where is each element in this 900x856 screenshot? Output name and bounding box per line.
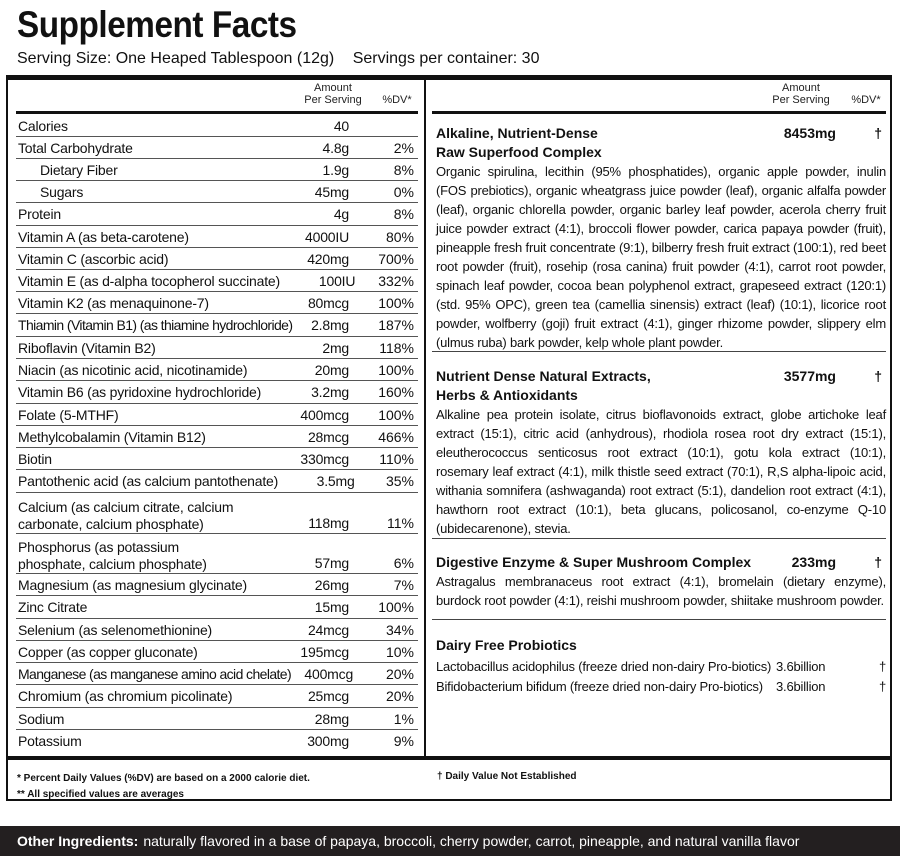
nutrient-row: Vitamin A (as beta-carotene) 4000IU 80% (16, 226, 418, 248)
nutrient-row: Calcium (as calcium citrate, calcium carbonate, calcium phosphate) 118mg 11% (16, 493, 418, 534)
other-ingredients-label: Other Ingredients: (17, 833, 139, 849)
blend-subtitle: Herbs & Antioxidants (436, 387, 578, 403)
blend-dv: † (874, 125, 882, 141)
footnote-divider (8, 756, 890, 760)
nutrient-row: Thiamin (Vitamin B1) (as thiamine hydrochloride) 2.8mg 187% (16, 314, 418, 337)
average-footnote: ** All specified values are averages (17, 789, 184, 800)
nutrient-row: Magnesium (as magnesium glycinate) 26mg 7% (16, 574, 418, 596)
blend-name: Nutrient Dense Natural Extracts, (436, 368, 651, 384)
other-ingredients-text: naturally flavored in a base of papaya, broccoli, cherry powder, carrot, pineapple, and natural vanilla flavor (143, 833, 800, 849)
servings-per-container: Servings per container: 30 (352, 50, 540, 67)
blend-amount: 3577mg (783, 368, 836, 384)
nutrient-row: Sodium 28mg 1% (16, 708, 418, 730)
nutrient-row: Protein 4g 8% (16, 203, 418, 226)
nutrient-row: Biotin 330mcg 110% (16, 448, 418, 470)
nutrient-row: Folate (5-MTHF) 400mcg 100% (16, 404, 418, 426)
blend-ingredients: Organic spirulina, lecithin (95% phosphatides), organic apple powder, inulin (FOS prebiotics), organic wheatgrass juice powder (leaf), organic alfalfa powder (leaf), organic chlorella powder, organic barley leaf powder, acerola cherry fruit juice powder extract (4:1), broccoli flower powder, carica papaya powder (fruit), pineapple fresh fruit concentrate (9:1), bilberry fresh fruit extract (100:1), red beet root powder (fruit), rosehip (rosa canina) fruit powder (4:1), carrot root powder, spinach leaf powder, cocoa bean polyphenol extract, grapeseed extract (120:1) (std. 95% OPC), green tea (camellia sinensis) extract (leaf) (10:1), licorice root powder, wolfberry (goji) fruit extract (4:1), ginger rhizome powder, slippery elm (ulmus ruba) bark powder, kelp whole plant powder. (436, 164, 886, 350)
nutrient-row: Methylcobalamin (Vitamin B12) 28mcg 466% (16, 426, 418, 448)
nutrient-row: Total Carbohydrate 4.8g 2% (16, 137, 418, 159)
blend-dv: † (874, 368, 882, 384)
probiotics-title: Dairy Free Probiotics (436, 637, 577, 653)
right-header-rule (432, 111, 886, 114)
left-dv-header: %DV* (382, 94, 412, 106)
nutrient-row: Phosphorus (as potassium phosphate, calcium phosphate) 57mg 6% (16, 534, 418, 574)
right-amount-header: Amount Per Serving (772, 82, 830, 106)
nutrient-row: Chromium (as chromium picolinate) 25mcg 20% (16, 685, 418, 708)
nutrient-row: Pantothenic acid (as calcium pantothenate) 3.5mg 35% (16, 470, 418, 493)
right-dv-header: %DV* (851, 94, 881, 106)
blend-ingredients: Alkaline pea protein isolate, citrus bioflavonoids extract, globe artichoke leaf extract (15:1), citric acid (anhydrous), rhodiola rosea root dry extract (15:1), eleutherococcus senticosus root extract (10:1), gotu kola extract (10:1), rosemary leaf extract (4:1), milk thistle seed extract (70:1), R,S alpha-lipoic acid, withania somnifera (ashwaganda) root extract (5:1), dandelion root extract (4:1), hawthorn root extract (10:1), beta glucans, policosanol, co-enzyme Q-10 (ubidecarenone), stevia. (436, 407, 886, 536)
nutrient-row: Vitamin B6 (as pyridoxine hydrochloride) 3.2mg 160% (16, 381, 418, 404)
blend-rule (432, 619, 886, 620)
nutrient-row: Dietary Fiber 1.9g 8% (16, 159, 418, 181)
left-amount-header: Amount Per Serving (304, 82, 362, 106)
blend-enzyme-mushroom (436, 553, 888, 610)
nutrient-row: Sugars 45mg 0% (16, 181, 418, 203)
nutrient-row: Manganese (as manganese amino acid chelate) 400mcg 20% (16, 663, 418, 685)
other-ingredients-bar (0, 826, 900, 856)
blend-ingredients: Astragalus membranaceus root extract (4:1), bromelain (dietary enzyme), burdock root powder (4:1), reishi mushroom powder, shiitake mushroom powder. (436, 574, 886, 608)
blend-rule (432, 351, 886, 352)
nutrient-row: Selenium (as selenomethionine) 24mcg 34% (16, 619, 418, 641)
blend-extracts (436, 367, 888, 538)
probiotic-row: Bifidobacterium bifidum (freeze dried non-dairy Pro-biotics) 3.6billion † (436, 679, 886, 694)
blend-dv: † (874, 554, 882, 570)
probiotics-section (436, 636, 888, 655)
blend-amount: 8453mg (783, 125, 836, 141)
nutrient-row: Calories 40 (16, 115, 418, 137)
blend-name: Digestive Enzyme & Super Mushroom Complex (436, 554, 752, 570)
blend-amount: 233mg (791, 554, 836, 570)
blend-superfood (436, 124, 888, 352)
nutrient-row: Zinc Citrate 15mg 100% (16, 596, 418, 619)
nutrient-row: Vitamin K2 (as menaquinone-7) 80mcg 100% (16, 292, 418, 314)
nutrient-row: Niacin (as nicotinic acid, nicotinamide) 20mg 100% (16, 359, 418, 381)
column-divider (424, 80, 426, 756)
blend-rule (432, 538, 886, 539)
nutrient-row: Potassium 300mg 9% (18, 732, 414, 749)
nutrient-row: Vitamin C (ascorbic acid) 420mg 700% (16, 248, 418, 270)
nutrient-row: Vitamin E (as d-alpha tocopherol succinate) 100IU 332% (16, 270, 418, 292)
dagger-footnote: † Daily Value Not Established (437, 771, 577, 782)
dv-footnote: * Percent Daily Values (%DV) are based on a 2000 calorie diet. (17, 773, 310, 784)
probiotic-row: Lactobacillus acidophilus (freeze dried non-dairy Pro-biotics) 3.6billion † (436, 659, 886, 674)
serving-size: Serving Size: One Heaped Tablespoon (12g) (17, 50, 335, 67)
nutrient-row: Riboflavin (Vitamin B2) 2mg 118% (16, 337, 418, 359)
left-header-rule (16, 111, 418, 114)
blend-name: Alkaline, Nutrient-Dense (436, 125, 598, 141)
panel-title: Supplement Facts (17, 4, 297, 45)
blend-subtitle: Raw Superfood Complex (436, 144, 602, 160)
nutrient-row: Copper (as copper gluconate) 195mcg 10% (16, 641, 418, 663)
serving-info (17, 50, 539, 68)
footnotes-left (17, 771, 310, 803)
